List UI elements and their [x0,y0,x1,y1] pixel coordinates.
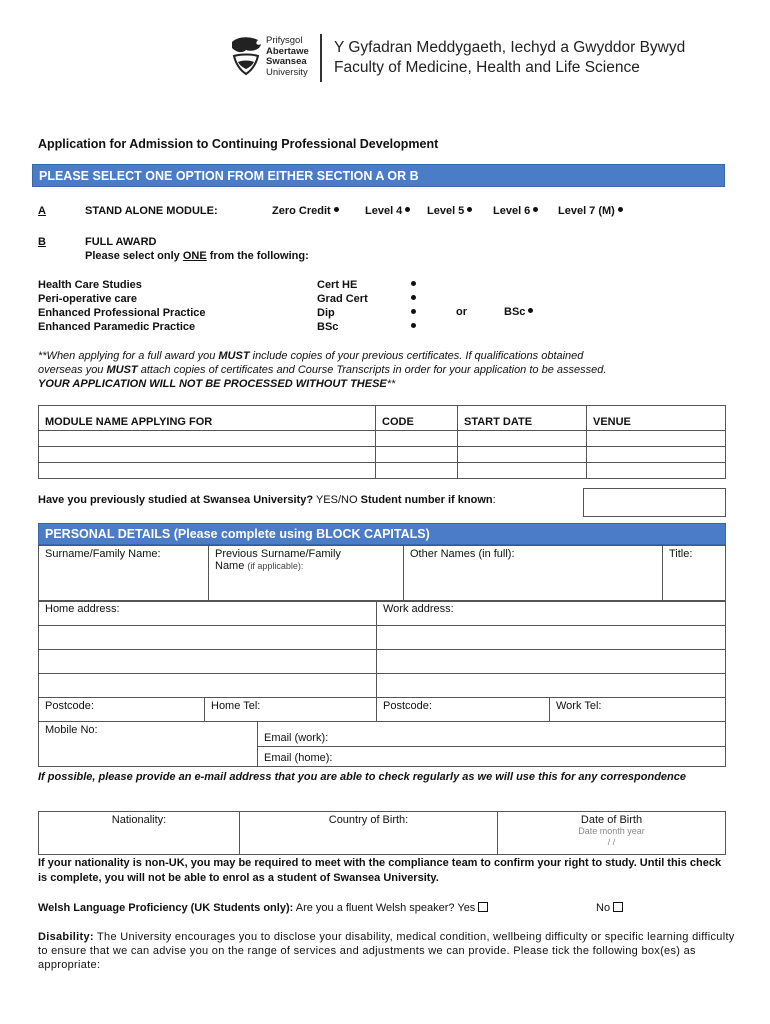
option-level-5[interactable] [427,205,472,217]
table-row [39,546,726,602]
bullet-icon [533,207,538,212]
award-option-dip[interactable] [408,306,416,320]
home-address-label: Home address: [45,603,120,615]
header-code: CODE [376,406,458,431]
section-b-letter: B [38,236,46,248]
award-item: BSc [317,321,339,333]
country-label: Country of Birth: [328,814,409,826]
subject-item: Peri-operative care [38,293,138,305]
title-field[interactable] [663,546,726,602]
option-level-6[interactable] [493,205,538,217]
welsh-no-checkbox[interactable] [613,902,623,912]
welsh-no-option [596,902,623,914]
mobile-label: Mobile No: [45,724,98,736]
header-venue: VENUE [587,406,726,431]
mobile-field[interactable] [39,722,258,767]
note-text: ** [386,378,396,390]
dob-format-hint: Date month year [578,826,645,836]
venue-cell[interactable] [587,463,726,479]
module-table [38,405,726,479]
table-row [39,722,726,747]
student-number-label: Student number if known [360,494,493,506]
logo-line: University [266,66,308,78]
email-home-label: Email (home): [264,752,333,764]
award-item: Cert HE [317,279,358,291]
start-date-cell[interactable] [458,447,587,463]
work-address-label: Work address: [383,603,454,615]
option-label: Level 5 [427,205,465,217]
section-b-instruction [85,250,309,262]
disability-section [38,930,736,972]
date-of-birth-field[interactable] [498,812,726,855]
table-row [39,431,726,447]
award-list [317,278,368,334]
home-tel-label: Home Tel: [211,700,261,712]
postcode-table [38,697,726,722]
welsh-question: Are you a fluent Welsh speaker? Yes [293,902,476,914]
surname-label: Surname/Family Name: [45,548,161,560]
previous-surname-field[interactable] [209,546,404,602]
nationality-table [38,811,726,855]
award-option-bsc[interactable] [408,320,416,334]
section-a-label: STAND ALONE MODULE: [85,205,218,217]
subject-item: Enhanced Professional Practice [38,307,206,319]
or-label: or [456,306,467,318]
bullet-icon [618,207,623,212]
other-names-label: Other Names (in full): [410,548,515,560]
code-cell[interactable] [376,463,458,479]
dob-slashes: / / [607,837,616,847]
section-select-bar: PLEASE SELECT ONE OPTION FROM EITHER SECTION A OR B [32,164,725,187]
option-label: Zero Credit [272,205,331,217]
welsh-proficiency [38,902,488,914]
address-table [38,600,726,698]
award-item: Grad Cert [317,293,368,305]
home-tel-field[interactable] [205,698,377,722]
email-work-field[interactable] [258,722,726,747]
subject-item: Health Care Studies [38,279,142,291]
award-option-cert-he[interactable] [408,278,416,292]
personal-details-table-top [38,545,726,602]
section-b-label: FULL AWARD [85,236,157,248]
surname-field[interactable] [39,546,209,602]
bullet-icon [411,309,416,314]
home-address-line[interactable] [39,674,377,698]
faculty-name-english: Faculty of Medicine, Health and Life Science [334,59,640,76]
note-text: **When applying for a full award you [38,350,219,362]
work-address-line[interactable] [377,626,726,650]
table-row [39,674,726,698]
if-applicable-note: (if applicable): [247,561,304,571]
option-label: Level 7 (M) [558,205,615,217]
code-cell[interactable] [376,447,458,463]
header-divider [320,34,322,82]
country-of-birth-field[interactable] [240,812,498,855]
dragon-crest-icon [228,34,264,80]
work-tel-label: Work Tel: [556,700,602,712]
disability-label: Disability: [38,931,94,943]
email-home-field[interactable] [258,747,726,767]
nationality-note: If your nationality is non-UK, you may be required to meet with the compliance team to confirm your right to study. Until this check is complete, you will not be able to enrol as a student of Swansea University. [38,857,722,884]
colon: : [492,494,496,506]
home-address-field[interactable] [39,601,377,626]
instruction-emphasis: ONE [182,250,207,262]
instruction-text: from the following: [206,250,309,262]
header-start-date: START DATE [458,406,587,431]
option-label: Level 4 [365,205,403,217]
home-postcode-field[interactable] [39,698,205,722]
postcode-label: Postcode: [383,700,432,712]
section-a-letter: A [38,205,46,217]
header-module-name: MODULE NAME APPLYING FOR [39,406,376,431]
note-text: include copies of your previous certificates. If qualifications obtained [249,350,584,362]
nationality-field[interactable] [39,812,240,855]
other-names-field[interactable] [404,546,663,602]
email-work-label: Email (work): [264,732,329,744]
title-label: Title: [669,548,693,560]
table-row [39,698,726,722]
work-tel-field[interactable] [550,698,726,722]
logo-line: Abertawe [266,45,309,57]
venue-cell[interactable] [587,447,726,463]
award-option-grad-cert[interactable] [408,292,416,306]
option-bsc[interactable] [504,306,533,318]
bullet-icon [467,207,472,212]
bullet-icon [405,207,410,212]
module-name-cell[interactable] [39,431,376,447]
module-name-cell[interactable] [39,463,376,479]
work-address-field[interactable] [377,601,726,626]
personal-details-bar: PERSONAL DETAILS (Please complete using BLOCK CAPITALS) [38,523,726,545]
previous-study-label: Have you previously studied at Swansea University? [38,494,314,506]
name-label: Name [215,560,245,572]
postcode-label: Postcode: [45,700,94,712]
work-address-line[interactable] [377,650,726,674]
page-title: Application for Admission to Continuing Professional Development [38,137,439,151]
option-label: BSc [504,306,526,318]
home-address-line[interactable] [39,650,377,674]
option-label: Level 6 [493,205,531,217]
logo-line: Swansea [266,56,307,67]
bullet-icon [411,281,416,286]
bullet-icon [528,308,533,313]
welsh-label: Welsh Language Proficiency (UK Students only): [38,902,294,914]
table-row [39,812,726,855]
option-zero-credit[interactable] [272,205,339,217]
table-row [39,626,726,650]
award-item: Dip [317,307,335,319]
bullet-icon [411,295,416,300]
dob-label: Date of Birth [580,814,643,826]
student-number-input[interactable] [583,488,726,517]
start-date-cell[interactable] [458,431,587,447]
logo-line: Prifysgol [266,35,303,46]
work-address-line[interactable] [377,674,726,698]
note-warning: YOUR APPLICATION WILL NOT BE PROCESSED WITHOUT THESE [38,378,387,390]
venue-cell[interactable] [587,431,726,447]
note-text: attach copies of certificates and Course Transcripts in order for your application to be assessed. [137,364,607,376]
logo-wordmark [266,36,309,78]
email-note: If possible, please provide an e-mail address that you are able to check regularly as we will use this for any correspondence [38,771,687,783]
disability-text: The University encourages you to disclose your disability, medical condition, wellbeing difficulty or specific learning difficulty to ensure that we can advise you on the range of services and adjustments we can provide. Please tick the following box(es) as appropriate: [38,931,735,971]
work-postcode-field[interactable] [377,698,550,722]
option-level-4[interactable] [365,205,410,217]
table-header-row [39,406,726,431]
previous-study-question [38,494,496,506]
option-level-7[interactable] [558,205,623,217]
subject-item: Enhanced Paramedic Practice [38,321,196,333]
note-text: overseas you [38,364,107,376]
table-row [39,601,726,626]
table-row [39,650,726,674]
welsh-no-label: No [596,902,611,914]
bullet-icon [334,207,339,212]
award-bullets [408,278,416,334]
instruction-text: Please select only [85,250,183,262]
previous-surname-label: Previous Surname/Family [215,548,341,560]
code-cell[interactable] [376,431,458,447]
start-date-cell[interactable] [458,463,587,479]
faculty-name-welsh: Y Gyfadran Meddygaeth, Iechyd a Gwyddor Bywyd [334,39,686,56]
yes-no-option[interactable]: YES/NO [315,494,358,506]
nationality-label: Nationality: [111,814,167,826]
bullet-icon [411,323,416,328]
home-address-line[interactable] [39,626,377,650]
module-name-cell[interactable] [39,447,376,463]
welsh-yes-checkbox[interactable] [478,902,488,912]
table-row [39,447,726,463]
table-row [39,463,726,479]
note-emphasis: MUST [106,364,138,376]
note-emphasis: MUST [218,350,250,362]
subject-list [38,278,206,334]
contact-table [38,721,726,767]
certificates-note [38,349,728,391]
